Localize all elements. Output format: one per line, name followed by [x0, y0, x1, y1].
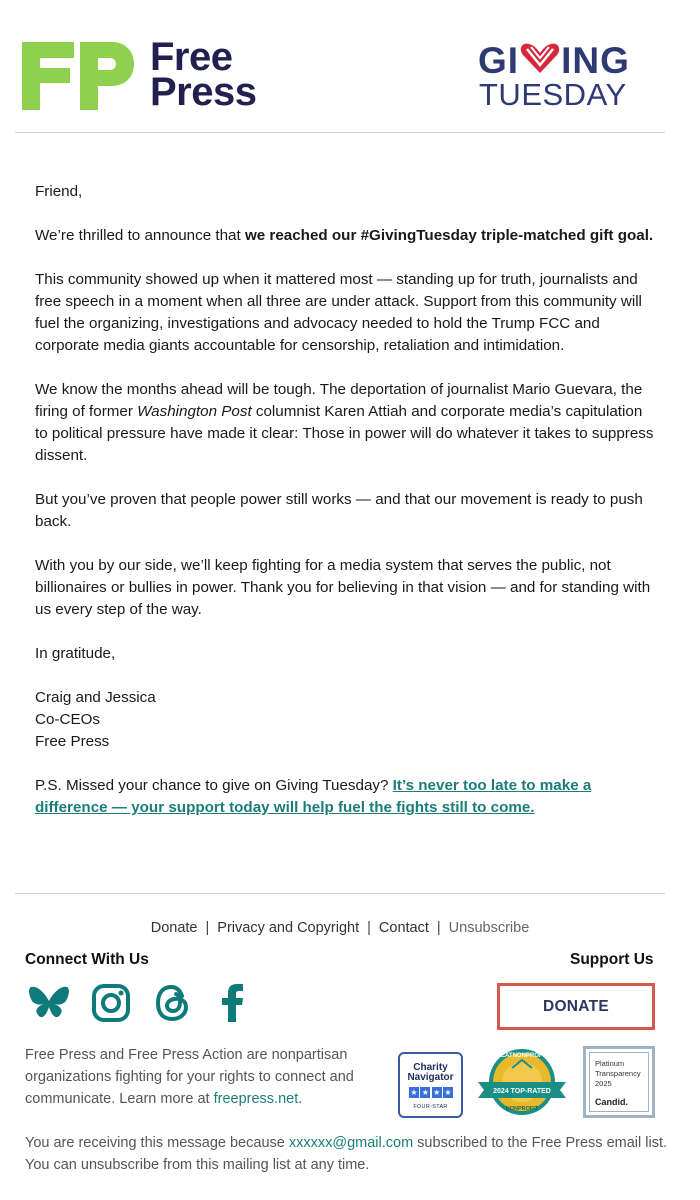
footer-separator: |: [205, 920, 210, 936]
fp-word-press: Press: [150, 70, 257, 114]
freepress-link[interactable]: freepress.net: [213, 1091, 299, 1107]
heart-v-icon: [519, 43, 561, 75]
star-icon: ★: [433, 1088, 441, 1097]
candid-text: [595, 1059, 641, 1089]
cn-line1: Charity: [413, 1062, 448, 1073]
facebook-icon[interactable]: [212, 982, 254, 1024]
footer-link-unsubscribe[interactable]: Unsubscribe: [448, 920, 530, 936]
candid-brand: Candid.: [595, 1097, 628, 1107]
p1-bold: we reached our #GivingTuesday triple-matched gift goal.: [244, 227, 654, 244]
notice-text-a: You are receiving this message because: [25, 1135, 289, 1151]
candid-line2: Transparency: [595, 1069, 641, 1078]
footer-separator: |: [436, 920, 441, 936]
cn-line2: Navigator: [407, 1072, 454, 1083]
star-icon: ★: [410, 1088, 418, 1097]
closing: In gratitude,: [35, 645, 116, 662]
gt-word-tuesday: TUESDAY: [479, 77, 627, 112]
cn-rating: FOUR-STAR: [413, 1104, 448, 1110]
gn-top-text: GREATNONPROFITS: [492, 1053, 552, 1059]
about-text: [25, 1044, 380, 1110]
cn-name: [400, 1063, 461, 1083]
great-nonprofits-badge[interactable]: [476, 1046, 568, 1118]
donate-button[interactable]: DONATE: [497, 983, 655, 1030]
footer-divider: [15, 893, 665, 894]
ps-donate-link[interactable]: It’s never too late to make a difference — your support today will help fuel the fights still to come.: [35, 777, 592, 816]
greeting: Friend,: [35, 183, 83, 200]
gt-word-giving-post: ING: [561, 40, 630, 81]
threads-icon[interactable]: [152, 982, 194, 1024]
subscription-notice: [25, 1132, 675, 1176]
candid-line3: 2025: [595, 1079, 612, 1088]
p3-text-a: We know the months ahead will be tough. The deportation of journalist Mario Guevara, the firing of former: [35, 381, 643, 420]
fp-word-free: Free: [150, 35, 233, 79]
header-divider: [15, 132, 665, 133]
gt-word-giving: [478, 42, 630, 80]
paragraph-2: This community showed up when it mattered most — standing up for truth, journalists and free speech in a moment when all three are under attack. Support from this community will fuel the organizing, investigations and advocacy needed to hold the Trump FCC and corporate media giants accountable for censorship, retaliation and intimidation.: [35, 271, 642, 354]
footer-link-contact[interactable]: Contact: [378, 920, 429, 936]
subscriber-email-link[interactable]: xxxxxx@gmail.com: [288, 1135, 414, 1151]
fp-logo-wordmark: [150, 35, 257, 114]
giving-tuesday-logo[interactable]: [478, 42, 638, 114]
footer-separator: |: [367, 920, 371, 936]
signature-title: Co-CEOs: [35, 711, 100, 728]
gn-bottom-text: NONPROFIT: [505, 1106, 539, 1112]
about-end: .: [298, 1091, 303, 1107]
instagram-icon[interactable]: [90, 982, 132, 1024]
paragraph-3: [35, 379, 655, 467]
signature-org: Free Press: [35, 733, 110, 750]
bluesky-icon[interactable]: [28, 982, 70, 1024]
footer-links: [0, 920, 680, 936]
paragraph-5: With you by our side, we’ll keep fighting for a media system that serves the public, not billionaires or bullies in power. Thank you for believing in that vision — and for standing with us every step of the way.: [35, 557, 651, 618]
ps-text: P.S. Missed your chance to give on Giving Tuesday?: [35, 777, 393, 794]
footer-link-donate[interactable]: Donate: [150, 920, 198, 936]
free-press-logo[interactable]: [22, 35, 262, 114]
star-icon: ★: [421, 1088, 429, 1097]
fp-logo-mark: [22, 42, 134, 110]
postscript: [35, 775, 655, 819]
paragraph-1: [35, 225, 655, 247]
candid-badge[interactable]: [583, 1046, 655, 1118]
support-title: Support Us: [570, 951, 654, 968]
p3-italic: Washington Post: [137, 403, 252, 420]
signature: [35, 687, 655, 753]
connect-title: Connect With Us: [25, 951, 149, 968]
paragraph-4: But you’ve proven that people power still works — and that our movement is ready to push back.: [35, 491, 643, 530]
star-icon: ★: [444, 1088, 452, 1097]
gn-band-text: 2024 TOP-RATED: [493, 1088, 551, 1095]
candid-line1: Platinum: [595, 1059, 625, 1068]
p1-text: We’re thrilled to announce that: [35, 227, 245, 244]
signature-names: Craig and Jessica: [35, 689, 156, 706]
charity-navigator-badge[interactable]: [398, 1052, 463, 1118]
letter-body: [35, 181, 655, 841]
cn-stars: [409, 1087, 453, 1098]
p3-text-b: columnist Karen Attiah and corporate media’s capitulation to political pressure have made it clear: Those in power will do whatever it takes to suppress dissent.: [35, 403, 654, 464]
about-body: Free Press and Free Press Action are nonpartisan organizations fighting for your rights to connect and communicate. Learn more at: [25, 1047, 354, 1107]
notice-text-b: subscribed to the Free Press email list. You can unsubscribe from this mailing list at any time.: [25, 1135, 668, 1173]
gt-word-giving-pre: GI: [478, 40, 520, 81]
footer-link-privacy[interactable]: Privacy and Copyright: [217, 920, 360, 936]
email-header: [0, 0, 700, 133]
